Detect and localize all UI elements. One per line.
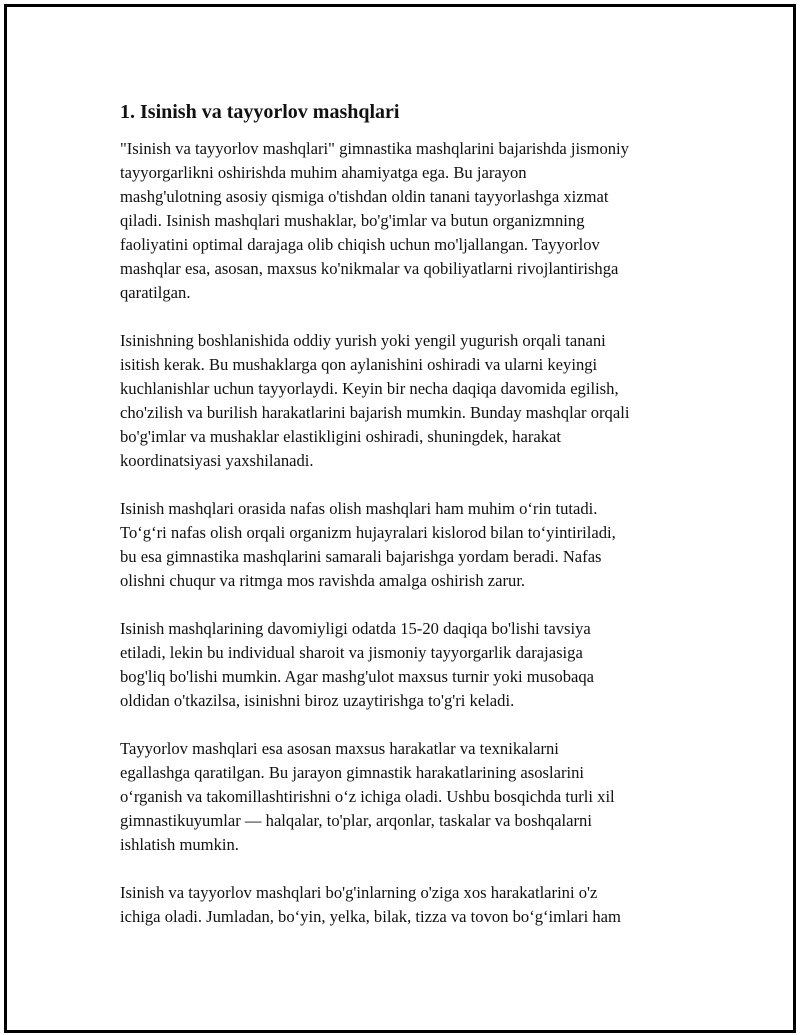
- text-line: To‘g‘ri nafas olish orqali organizm hujayralari kislorod bilan to‘yintiriladi,: [120, 523, 616, 542]
- text-line: etiladi, lekin bu individual sharoit va jismoniy tayyorgarlik darajasiga: [120, 643, 583, 662]
- section-heading: 1. Isinish va tayyorlov mashqlari: [120, 101, 400, 123]
- text-line: Isinish va tayyorlov mashqlari bo'g'inlarning o'ziga xos harakatlarini o'z: [120, 883, 598, 902]
- text-line: Isinishning boshlanishida oddiy yurish yoki yengil yugurish orqali tanani: [120, 331, 606, 350]
- text-line: qaratilgan.: [120, 283, 191, 302]
- text-line: ichiga oladi. Jumladan, bo‘yin, yelka, bilak, tizza va tovon bo‘g‘imlari ham: [120, 907, 621, 926]
- document-body: [120, 99, 700, 953]
- paragraph-4: [120, 617, 700, 713]
- text-line: mashg'ulotning asosiy qismiga o'tishdan oldin tanani tayyorlashga xizmat: [120, 187, 609, 206]
- text-line: cho'zilish va burilish harakatlarini bajarish mumkin. Bunday mashqlar orqali: [120, 403, 630, 422]
- text-line: Isinish mashqlari orasida nafas olish mashqlari ham muhim o‘rin tutadi.: [120, 499, 598, 518]
- paragraph-1: [120, 137, 700, 305]
- page-frame: [4, 4, 796, 1033]
- text-line: qiladi. Isinish mashqlari mushaklar, bo'g'imlar va butun organizmning: [120, 211, 585, 230]
- text-line: bu esa gimnastika mashqlarini samarali bajarishga yordam beradi. Nafas: [120, 547, 602, 566]
- text-line: bog'liq bo'lishi mumkin. Agar mashg'ulot maxsus turnir yoki musobaqa: [120, 667, 595, 686]
- text-line: oldidan o'tkazilsa, isinishni biroz uzaytirishga to'g'ri keladi.: [120, 691, 515, 710]
- text-line: olishni chuqur va ritmga mos ravishda amalga oshirish zarur.: [120, 571, 526, 590]
- text-line: isitish kerak. Bu mushaklarga qon aylanishini oshiradi va ularni keyingi: [120, 355, 598, 374]
- text-line: egallashga qaratilgan. Bu jarayon gimnastik harakatlarining asoslarini: [120, 763, 585, 782]
- text-line: "Isinish va tayyorlov mashqlari" gimnastika mashqlarini bajarishda jismoniy: [120, 139, 629, 158]
- text-line: Tayyorlov mashqlari esa asosan maxsus harakatlar va texnikalarni: [120, 739, 559, 758]
- paragraph-5: [120, 737, 700, 857]
- text-line: koordinatsiyasi yaxshilanadi.: [120, 451, 314, 470]
- text-line: tayyorgarlikni oshirishda muhim ahamiyatga ega. Bu jarayon: [120, 163, 527, 182]
- paragraph-2: [120, 329, 700, 473]
- text-line: gimnastikuyumlar — halqalar, to'plar, arqonlar, taskalar va boshqalarni: [120, 811, 592, 830]
- text-line: o‘rganish va takomillashtirishni o‘z ichiga oladi. Ushbu bosqichda turli xil: [120, 787, 615, 806]
- paragraph-6: [120, 881, 700, 929]
- text-line: mashqlar esa, asosan, maxsus ko'nikmalar va qobiliyatlarni rivojlantirishga: [120, 259, 619, 278]
- text-line: ishlatish mumkin.: [120, 835, 239, 854]
- text-line: bo'g'imlar va mushaklar elastikligini oshiradi, shuningdek, harakat: [120, 427, 562, 446]
- text-line: Isinish mashqlarining davomiyligi odatda 15-20 daqiqa bo'lishi tavsiya: [120, 619, 591, 638]
- text-line: faoliyatini optimal darajaga olib chiqish uchun mo'ljallangan. Tayyorlov: [120, 235, 600, 254]
- text-line: kuchlanishlar uchun tayyorlaydi. Keyin bir necha daqiqa davomida egilish,: [120, 379, 619, 398]
- paragraph-3: [120, 497, 700, 593]
